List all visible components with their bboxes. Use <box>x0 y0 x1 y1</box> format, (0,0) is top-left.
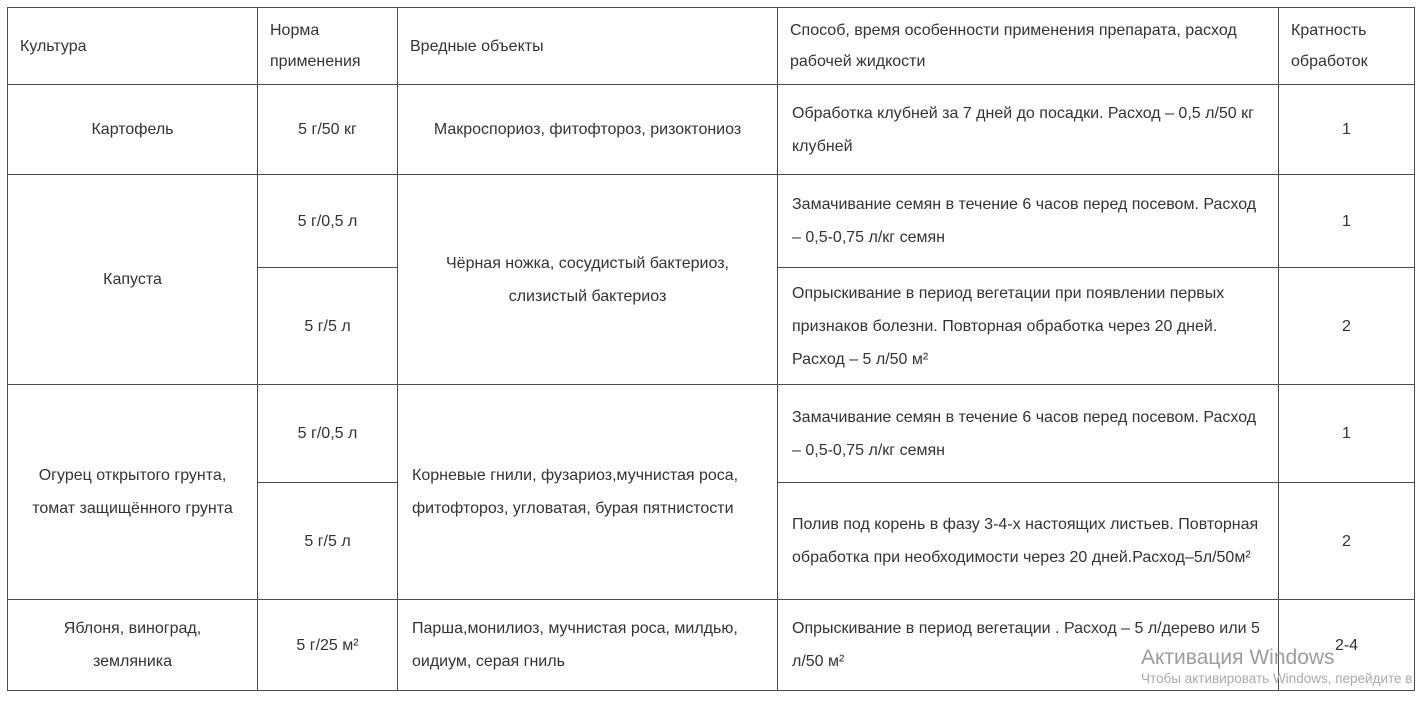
rate-cell: 5 г/0,5 л <box>258 175 398 268</box>
table-row <box>8 85 1415 175</box>
times-cell: 2 <box>1279 483 1415 600</box>
pests-cell: Корневые гнили, фузариоз,мучнистая роса, фитофтороз, угловатая, бурая пятнистости <box>398 385 778 600</box>
table-header-row <box>8 8 1415 85</box>
table-row <box>8 385 1415 483</box>
rate-cell: 5 г/5 л <box>258 268 398 385</box>
table-row <box>8 175 1415 268</box>
pesticide-usage-table <box>7 7 1415 691</box>
rate-cell: 5 г/5 л <box>258 483 398 600</box>
method-cell: Полив под корень в фазу 3-4-х настоящих листьев. Повторная обработка при необходимости через 20 дней.Расход–5л/50м² <box>778 483 1279 600</box>
times-cell: 1 <box>1279 85 1415 175</box>
header-crop: Культура <box>8 8 258 85</box>
crop-cell: Огурец открытого грунта, томат защищённого грунта <box>8 385 258 600</box>
pests-cell: Парша,монилиоз, мучнистая роса, милдью, оидиум, серая гниль <box>398 600 778 691</box>
method-cell: Опрыскивание в период вегетации при появлении первых признаков болезни. Повторная обработка через 20 дней. Расход – 5 л/50 м² <box>778 268 1279 385</box>
rate-cell: 5 г/50 кг <box>258 85 398 175</box>
windows-activation-title: Активация Windows <box>1141 646 1335 669</box>
table-row <box>8 600 1415 691</box>
method-cell: Замачивание семян в течение 6 часов перед посевом. Расход – 0,5-0,75 л/кг семян <box>778 385 1279 483</box>
crop-cell: Яблоня, виноград, земляника <box>8 600 258 691</box>
rate-cell: 5 г/25 м² <box>258 600 398 691</box>
pests-cell: Макроспориоз, фитофтороз, ризоктониоз <box>398 85 778 175</box>
windows-activation-subtitle: Чтобы активировать Windows, перейдите в <box>1141 671 1413 686</box>
times-cell: 2 <box>1279 268 1415 385</box>
rate-cell: 5 г/0,5 л <box>258 385 398 483</box>
crop-cell: Капуста <box>8 175 258 385</box>
times-cell: 1 <box>1279 385 1415 483</box>
times-cell: 1 <box>1279 175 1415 268</box>
pests-cell: Чёрная ножка, сосудистый бактериоз, слизистый бактериоз <box>398 175 778 385</box>
header-pests: Вредные объекты <box>398 8 778 85</box>
header-times: Кратность обработок <box>1279 8 1415 85</box>
method-cell: Опрыскивание в период вегетации . Расход – 5 л/дерево или 5 л/50 м² <box>778 600 1279 691</box>
header-rate: Норма применения <box>258 8 398 85</box>
times-cell: 2-4 <box>1279 600 1415 691</box>
header-method: Способ, время особенности применения препарата, расход рабочей жидкости <box>778 8 1279 85</box>
method-cell: Замачивание семян в течение 6 часов перед посевом. Расход – 0,5-0,75 л/кг семян <box>778 175 1279 268</box>
crop-cell: Картофель <box>8 85 258 175</box>
method-cell: Обработка клубней за 7 дней до посадки. Расход – 0,5 л/50 кг клубней <box>778 85 1279 175</box>
